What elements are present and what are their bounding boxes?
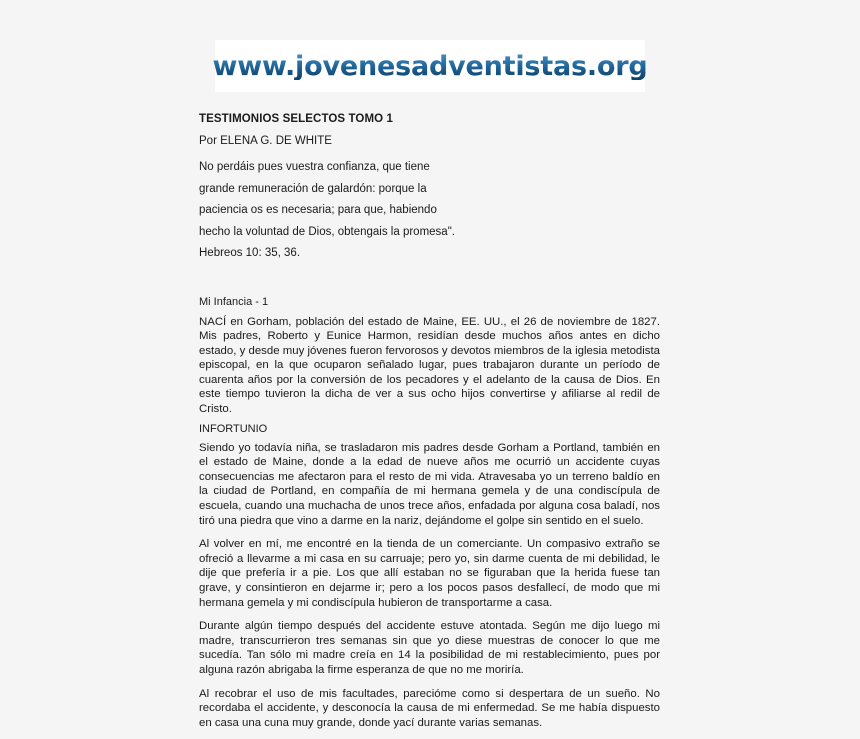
site-banner-url-text: www.jovenesadventistas.org [212,50,648,82]
epigraph-line: paciencia os es necesaria; para que, habiendo [199,204,437,216]
document-content [199,112,660,739]
body-paragraph: Durante algún tiempo después del accidente estuve atontada. Según me dijo luego mi madre, transcurrieron tres semanas sin que yo diese muestras de conocer lo que me sucedía. Tan sólo mi madre creía en 14 la posibilidad de mi restablecimiento, pues por alguna razón abrigaba la firme esperanza de que no me moriría. [199,620,660,676]
document-author: Por ELENA G. DE WHITE [199,135,332,147]
body-paragraph: NACÍ en Gorham, población del estado de Maine, EE. UU., el 26 de noviembre de 1827. Mis padres, Roberto y Eunice Harmon, residían desde muchos años antes en dicho estado, y desde muy jóvenes fueron fervorosos y devotos miembros de la iglesia metodista episcopal, en la que ocuparon señalado lugar, pues trabajaron durante un período de cuarenta años por la conversión de los pecadores y el adelanto de la causa de Dios. En este tiempo tuvieron la dicha de ver a sus ocho hijos convertirse y afiliarse al redil de Cristo. [199,315,660,416]
body-paragraph: Siendo yo todavía niña, se trasladaron mis padres desde Gorham a Portland, también en el estado de Maine, donde a la edad de nueve años me ocurrió un accidente cuyas consecuencias me afectaron para el resto de mi vida. Atravesaba yo un terreno baldío en la ciudad de Portland, en compañía de mi hermana gemela y de una condiscípula de escuela, cuando una muchacha de unos trece años, enfadada por alguna cosa baladí, nos tiró una piedra que vino a darme en la nariz, dejándome el golpe sin sentido en el suelo. [199,441,660,527]
body-paragraph: Al volver en mí, me encontré en la tienda de un comerciante. Un compasivo extraño se ofreció a llevarme a mi casa en su carruaje; pero yo, sin darme cuenta de mi debilidad, le dije que prefería ir a pie. Los que allí estaban no se figuraban que la herida fuese tan grave, y consintieron en dejarme ir; pero a los pocos pasos desfallecí, de modo que mi hermana gemela y mi condiscípula hubieron de transportarme a casa. [199,538,660,609]
section-heading-infortunio: INFORTUNIO [199,422,268,435]
epigraph-line: No perdáis pues vuestra confianza, que tiene [199,161,430,173]
chapter-heading: Mi Infancia - 1 [199,295,269,308]
epigraph-reference: Hebreos 10: 35, 36. [199,247,301,259]
body-paragraph: Al recobrar el uso de mis facultades, parecióme como si despertara de un sueño. No recordaba el accidente, y desconocía la causa de mi enfermedad. Se me había dispuesto en casa una cuna muy grande, donde yací durante varias semanas. [199,687,660,729]
document-title: TESTIMONIOS SELECTOS TOMO 1 [199,113,393,125]
epigraph-line: grande remuneración de galardón: porque la [199,182,427,195]
epigraph-block [199,157,660,265]
epigraph-line: hecho la voluntad de Dios, obtengais la promesa". [199,225,455,238]
section-spacer [199,273,660,295]
site-banner [212,40,648,92]
